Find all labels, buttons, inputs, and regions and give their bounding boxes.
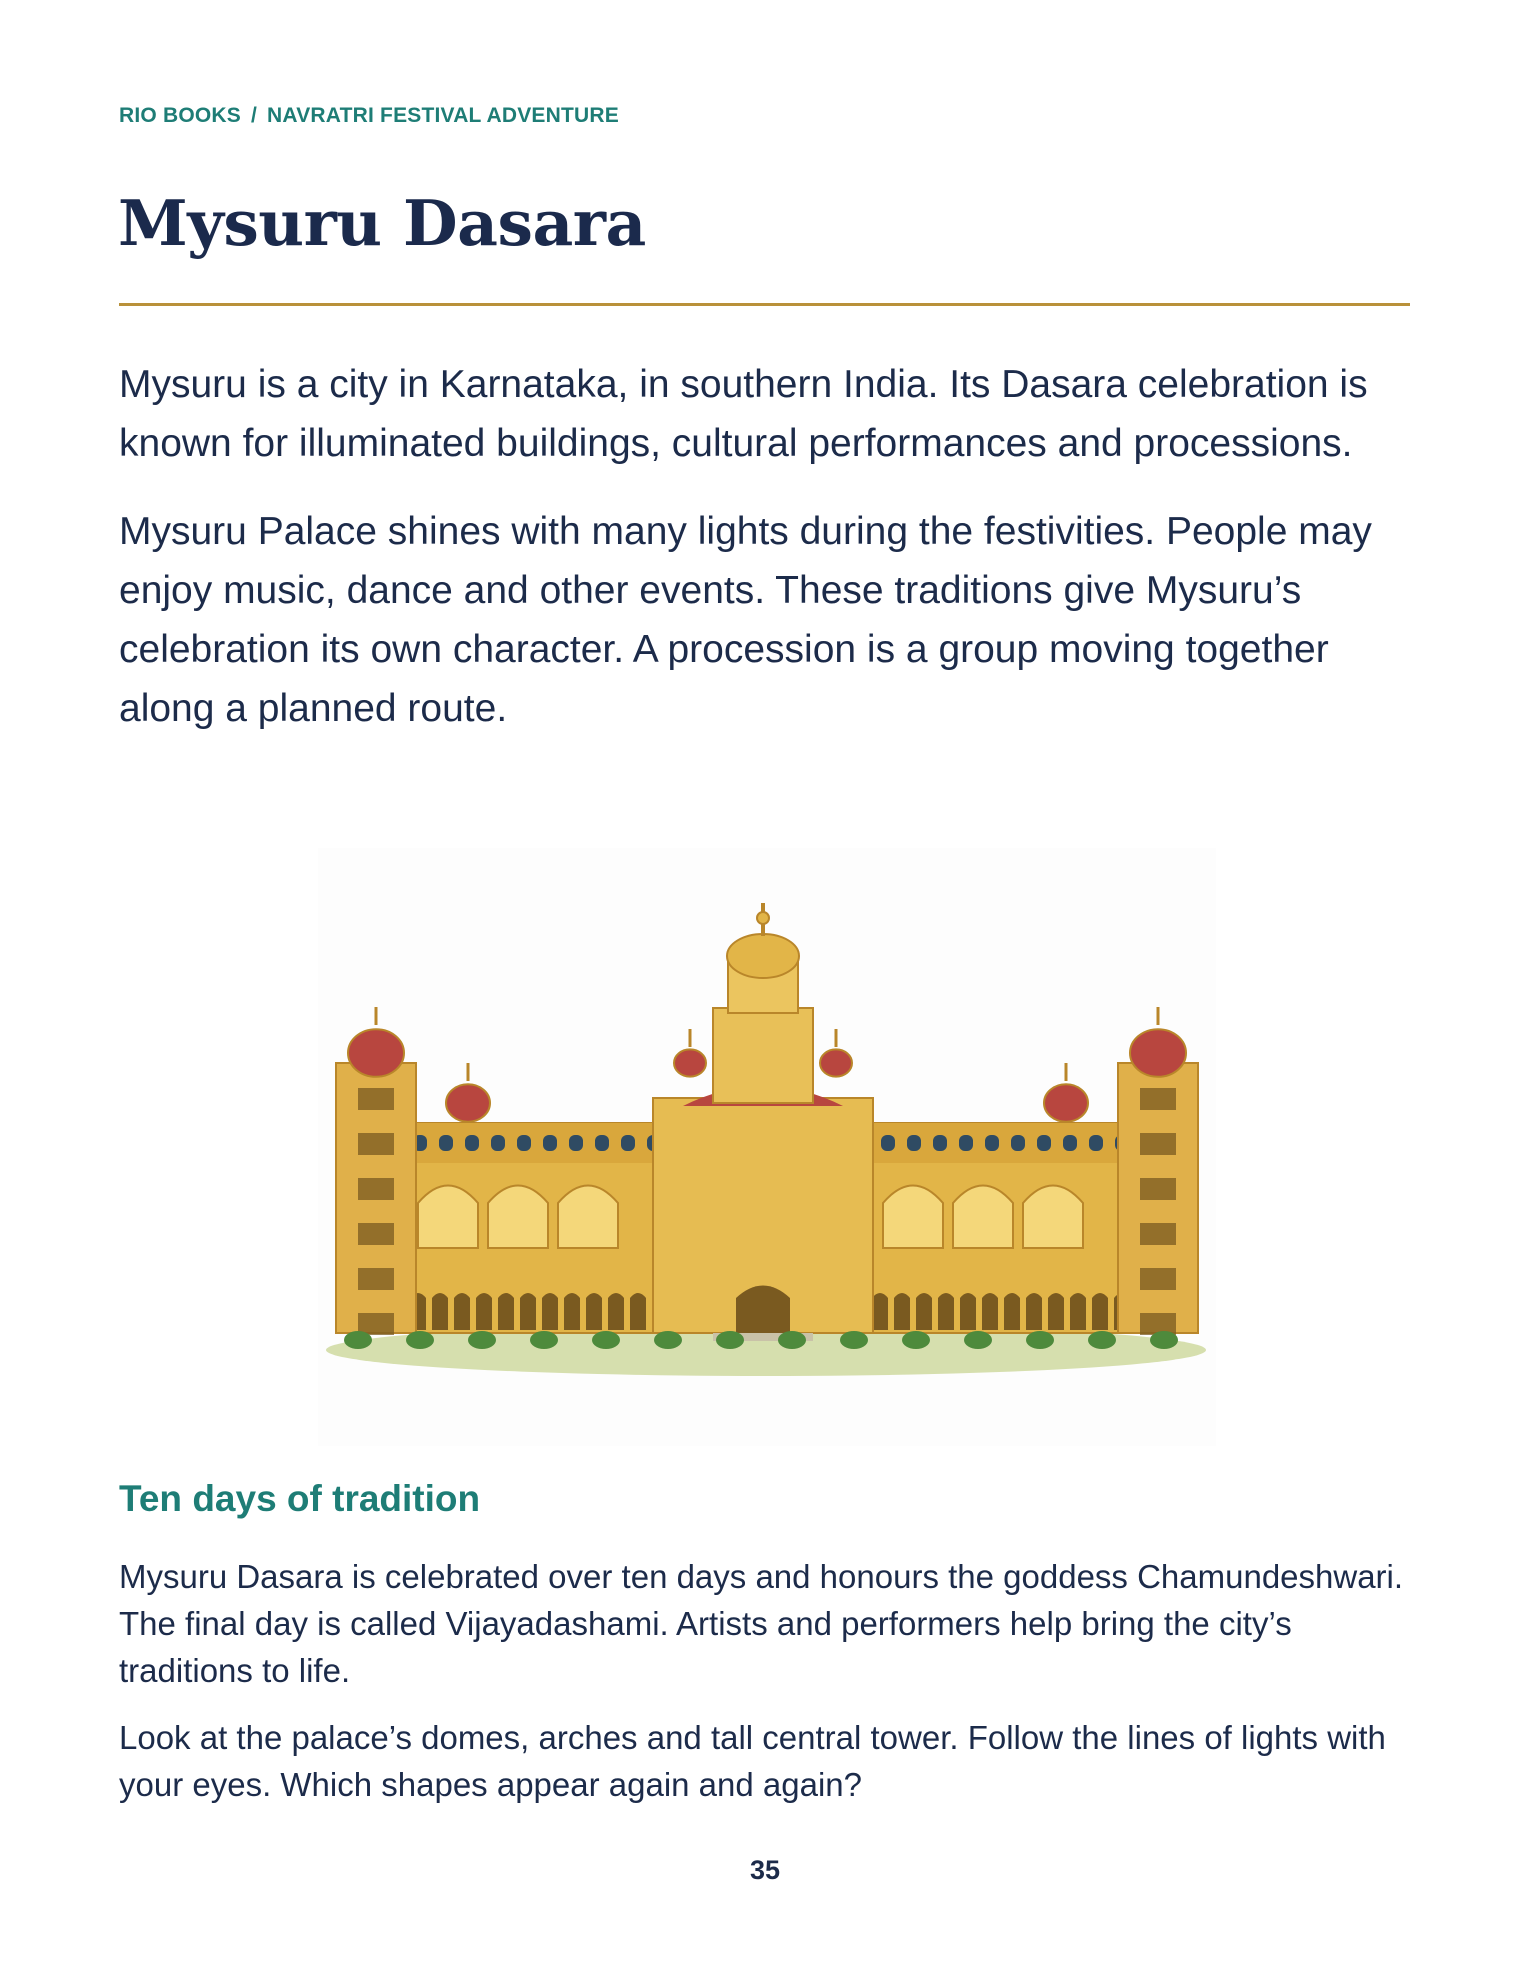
page-title: Mysuru Dasara — [118, 186, 646, 260]
breadcrumb-publisher: RIO BOOKS — [119, 104, 241, 127]
breadcrumb-separator: / — [250, 104, 258, 127]
shrub — [344, 1331, 372, 1349]
lower-window — [476, 1293, 492, 1330]
tower-window — [358, 1178, 394, 1200]
central-entrance — [736, 1286, 790, 1334]
upper-window — [595, 1135, 609, 1151]
lower-window — [938, 1293, 954, 1330]
shrub — [1150, 1331, 1178, 1349]
tower-window — [1140, 1268, 1176, 1290]
lower-window — [1092, 1293, 1108, 1330]
lower-window — [564, 1293, 580, 1330]
arch — [488, 1186, 548, 1249]
section-paragraph: Look at the palace’s domes, arches and tall central tower. Follow the lines of lights with your eyes. Which shapes appear again and again? — [119, 1719, 1386, 1803]
red-dome — [348, 1029, 404, 1077]
title-divider — [119, 303, 1410, 306]
red-dome — [820, 1049, 852, 1076]
palace-illustration — [318, 848, 1216, 1446]
arch — [418, 1186, 478, 1249]
lower-window — [872, 1293, 888, 1330]
lower-window — [960, 1293, 976, 1330]
breadcrumb-book: NAVRATRI FESTIVAL ADVENTURE — [267, 104, 619, 127]
central-tower — [713, 1008, 813, 1103]
shrub — [964, 1331, 992, 1349]
lower-window — [1070, 1293, 1086, 1330]
upper-window — [933, 1135, 947, 1151]
upper-window — [543, 1135, 557, 1151]
shrub — [1026, 1331, 1054, 1349]
upper-window — [985, 1135, 999, 1151]
breadcrumb — [119, 104, 619, 128]
lower-window — [1004, 1293, 1020, 1330]
shrub — [654, 1331, 682, 1349]
upper-window — [1037, 1135, 1051, 1151]
upper-window — [517, 1135, 531, 1151]
tower-window — [1140, 1223, 1176, 1245]
upper-window — [959, 1135, 973, 1151]
shrub — [468, 1331, 496, 1349]
palace-drawing — [318, 848, 1216, 1446]
upper-window — [621, 1135, 635, 1151]
red-dome — [446, 1084, 490, 1121]
tower-window — [1140, 1178, 1176, 1200]
tower-window — [1140, 1088, 1176, 1110]
upper-window — [491, 1135, 505, 1151]
intro-paragraph: Mysuru is a city in Karnataka, in southern India. Its Dasara celebration is known for illuminated buildings, cultural performances and processions. — [119, 363, 1368, 465]
lower-window — [586, 1293, 602, 1330]
shrub — [778, 1331, 806, 1349]
lower-window — [916, 1293, 932, 1330]
arch — [1023, 1186, 1083, 1249]
intro-paragraph: Mysuru Palace shines with many lights during the festivities. People may enjoy music, dance and other events. These traditions give Mysuru’s celebration its own character. A procession is a group moving together along a planned route. — [119, 510, 1372, 730]
lower-window — [542, 1293, 558, 1330]
central-dome — [727, 934, 799, 978]
upper-window — [439, 1135, 453, 1151]
upper-window — [1011, 1135, 1025, 1151]
upper-window — [465, 1135, 479, 1151]
lower-window — [1048, 1293, 1064, 1330]
section-paragraph: Mysuru Dasara is celebrated over ten days and honours the goddess Chamundeshwari. The final day is called Vijayadashami. Artists and performers help bring the city’s traditions to life. — [119, 1558, 1404, 1689]
upper-window — [569, 1135, 583, 1151]
lower-window — [454, 1293, 470, 1330]
lower-window — [894, 1293, 910, 1330]
arch — [883, 1186, 943, 1249]
tower-window — [358, 1133, 394, 1155]
section-heading: Ten days of tradition — [119, 1478, 481, 1519]
arch — [953, 1186, 1013, 1249]
upper-window — [881, 1135, 895, 1151]
lower-window — [1026, 1293, 1042, 1330]
shrub — [902, 1331, 930, 1349]
lower-window — [498, 1293, 514, 1330]
shrub — [840, 1331, 868, 1349]
tower-window — [1140, 1133, 1176, 1155]
tower-window — [1140, 1313, 1176, 1335]
shrub — [1088, 1331, 1116, 1349]
red-dome — [1130, 1029, 1186, 1077]
shrub — [406, 1331, 434, 1349]
lower-window — [432, 1293, 448, 1330]
lower-window — [982, 1293, 998, 1330]
shrub — [530, 1331, 558, 1349]
red-dome — [674, 1049, 706, 1076]
upper-window — [1089, 1135, 1103, 1151]
tower-window — [358, 1088, 394, 1110]
shrub — [716, 1331, 744, 1349]
upper-window — [1063, 1135, 1077, 1151]
page-number: 35 — [749, 1855, 781, 1885]
upper-window — [907, 1135, 921, 1151]
spire-finial — [757, 912, 769, 924]
tower-window — [358, 1223, 394, 1245]
lower-window — [630, 1293, 646, 1330]
tower-window — [358, 1268, 394, 1290]
red-dome — [1044, 1084, 1088, 1121]
intro-text — [119, 355, 1419, 767]
lower-window — [520, 1293, 536, 1330]
shrub — [592, 1331, 620, 1349]
arch — [558, 1186, 618, 1249]
section-body — [119, 1553, 1419, 1828]
lower-window — [608, 1293, 624, 1330]
